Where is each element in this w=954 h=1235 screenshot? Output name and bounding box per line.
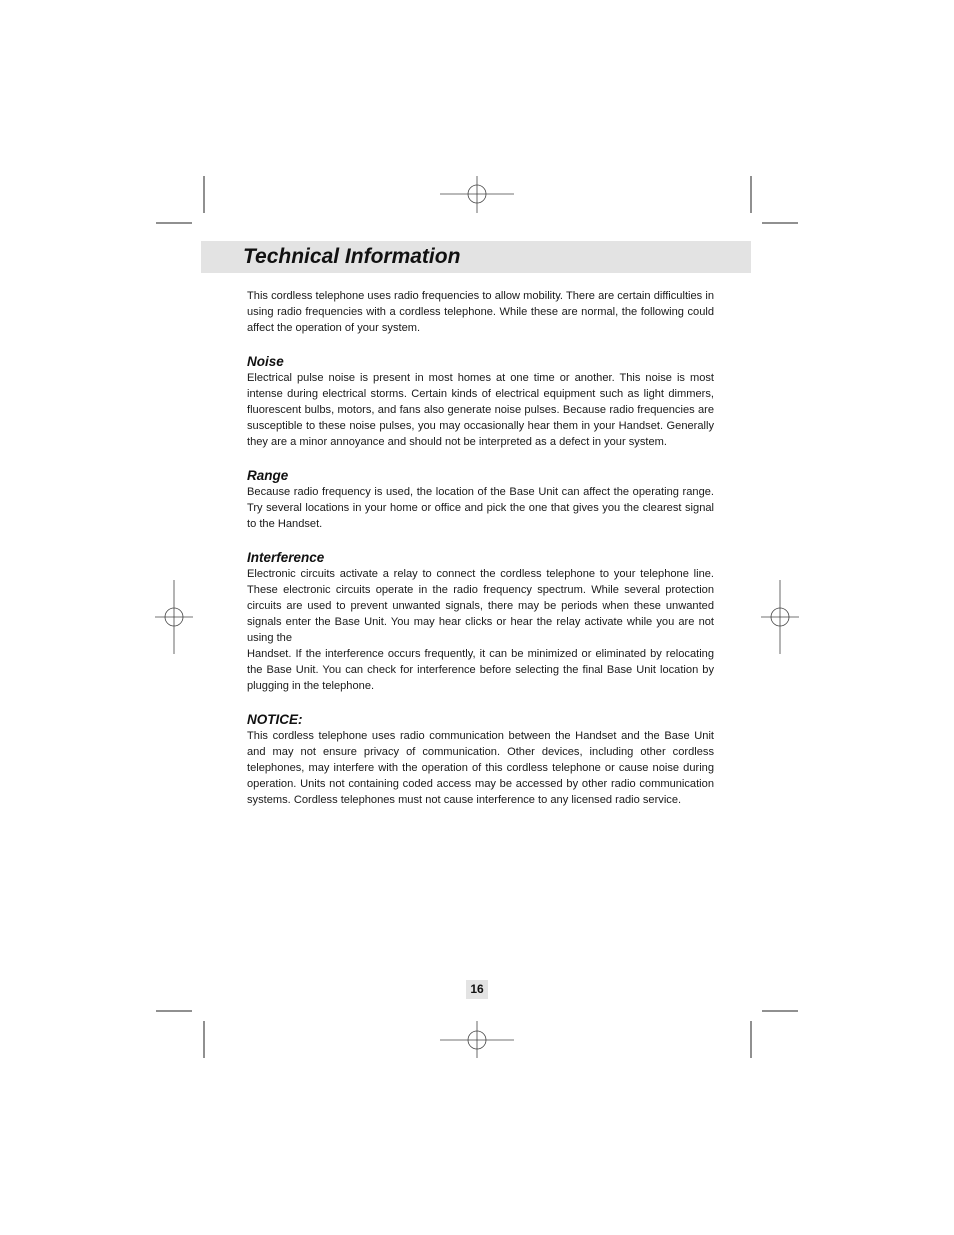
page-number: 16 bbox=[466, 980, 488, 999]
section-range bbox=[247, 467, 714, 532]
title-bar bbox=[201, 241, 751, 273]
section-heading: Range bbox=[247, 468, 289, 483]
section-interference bbox=[247, 549, 714, 694]
section-heading: NOTICE: bbox=[247, 712, 303, 727]
section-heading: Noise bbox=[247, 354, 284, 369]
section-paragraph: Because radio frequency is used, the location of the Base Unit can affect the operating range. Try several locations in your home or office and pick the one that gives you the clearest signal to the Handset. bbox=[247, 486, 714, 530]
page-title: Technical Information bbox=[243, 245, 461, 268]
section-paragraph: Handset. If the interference occurs frequently, it can be minimized or eliminated by relocating the Base Unit. You can check for interference before selecting the final Base Unit location by plugging in the telephone. bbox=[247, 648, 714, 692]
section-paragraph: Electrical pulse noise is present in most homes at one time or another. This noise is most intense during electrical storms. Certain kinds of electrical equipment such as light dimmers, fluorescent bulbs, motors, and fans also generate noise pulses. Because radio frequencies are susceptible to these noise pulses, you may occasionally hear them in your Handset. Generally they are a minor annoyance and should not be interpreted as a defect in your system. bbox=[247, 372, 714, 448]
section-notice bbox=[247, 711, 714, 808]
section-heading: Interference bbox=[247, 550, 325, 565]
section-noise bbox=[247, 353, 714, 450]
intro-paragraph: This cordless telephone uses radio frequencies to allow mobility. There are certain difficulties in using radio frequencies with a cordless telephone. While these are normal, the following could affect the operation of your system. bbox=[247, 290, 714, 334]
content-area bbox=[247, 288, 714, 808]
section-paragraph: This cordless telephone uses radio communication between the Handset and the Base Unit and may not ensure privacy of communication. Other devices, including other cordless telephones, may interfere with the operation of this cordless telephone or cause noise during operation. Units not containing coded access may be accessed by other radio communication systems. Cordless telephones must not cause interference to any licensed radio service. bbox=[247, 730, 714, 806]
section-paragraph: Electronic circuits activate a relay to connect the cordless telephone to your telephone line. These electronic circuits operate in the radio frequency spectrum. While several protection circuits are used to prevent unwanted signals, there may be periods when these unwanted signals enter the Base Unit. You may hear clicks or hear the relay activate while you are not using the bbox=[247, 568, 714, 644]
